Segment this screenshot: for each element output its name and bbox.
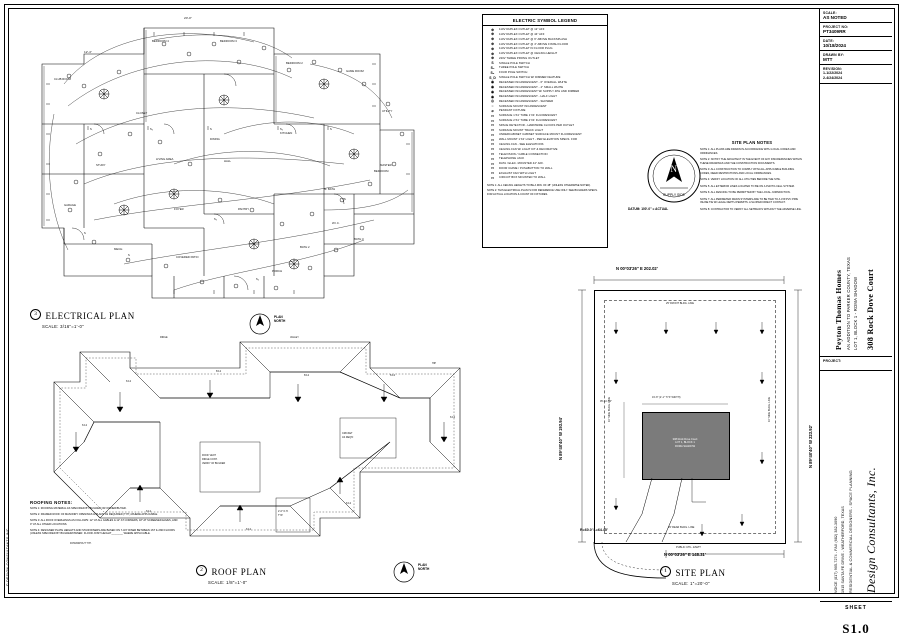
project-legal-2: AN ADDITION TO PARKER COUNTY, TEXAS [846, 256, 851, 350]
north-arrow-graphic [646, 148, 702, 204]
titleblock-address [820, 84, 892, 357]
project-legal-1: LOT 1, BLOCK 1 - ROMA SHADOW [853, 276, 858, 350]
svg-text:STUDY: STUDY [96, 163, 106, 167]
svg-text:6:12: 6:12 [126, 380, 132, 383]
svg-text:VERIFY W/ BUILDER: VERIFY W/ BUILDER [202, 462, 226, 465]
legend-row [486, 166, 604, 170]
site-plan-note: NOTE 4: VERIFY LOCATION OF ALL UTILITIES BEFORE THE SITE. [700, 178, 781, 181]
legend-symbol-icon: ◉ [491, 80, 494, 85]
legend-description: 110V DUPLEX OUTLET IN FLOOR PLUG [499, 47, 553, 51]
legend-symbol-icon: ⊕ [491, 56, 494, 61]
firm-name: Design Consultants, Inc. [864, 466, 878, 593]
legend-row [486, 42, 604, 46]
legend-symbol-icon: ⊕ [491, 37, 494, 42]
svg-text:GAME ROOM: GAME ROOM [346, 69, 364, 73]
legend-description: SURFACE 1'X4' TUBE 1'X4' FLUORESCENT [499, 114, 558, 118]
svg-text:6:12: 6:12 [450, 416, 456, 419]
svg-text:PORCH: PORCH [272, 269, 283, 273]
detail-number-site: 1 [660, 566, 671, 577]
legend-row [486, 128, 604, 132]
legend-description: RECESSED INCANDESCENT - 6" OVERALL WHITE [499, 80, 567, 84]
site-plan-note: NOTE 8: CONTRACTOR TO VERIFY ALL SETBACKS WITHOUT THE ADVERSE LIFE. [700, 207, 802, 211]
legend-row [486, 157, 604, 161]
svg-text:AS REQ'D: AS REQ'D [342, 436, 354, 439]
legend-description: WALL MOUNT 1'X4' LIGHT - PER ELEVATION SPECS. FOR [499, 138, 578, 142]
copyright-notice [6, 386, 20, 586]
legend-description: SINGLE POLE SWITCH [499, 61, 530, 65]
legend-description: 110V DUPLEX OUTLET @ 44" AFF [499, 32, 545, 36]
legend-row [486, 61, 604, 65]
legend-row [486, 71, 604, 75]
legend-symbol-icon: ▭ [490, 118, 495, 123]
site-plan-note: NOTE 2: NOTIFY THE ARCHITECT IN THE EVENT OF ANY DISCREPANCIES WITHIN THESE DRAWINGS AND THE CONSTRUCTION DOCUMENTS. [700, 158, 802, 165]
roofing-note: NOTE 4: DESIGNER PLATE HEIGHTS AND STAIR RISERS ARE BASED ON 7-3/4" RISER BETWEEN 1ST & 2ND FLOORS (UNLESS SPECIFIED BY BUILDER/OWNER. FLOOR JOIST HEIGHT________ WHERE APPLICABLE. [30, 528, 175, 535]
legend-symbol-icon: ▭ [490, 175, 495, 180]
legend-symbol-icon: ▭ [490, 152, 495, 156]
svg-text:10' SIDE BLDG. LINE: 10' SIDE BLDG. LINE [768, 396, 771, 422]
legend-description: 220V THREE PRONG OUTLET [499, 56, 540, 60]
legend-description: SURFACE MOUNT INCANDESCENT [499, 104, 547, 108]
roofing-notes [30, 500, 180, 538]
legend-row [486, 28, 604, 32]
svg-text:ROOF VENT: ROOF VENT [202, 454, 216, 457]
legend-description: 110V DUPLEX OUTLET @ 4" ABOVE FINISH FLOOR [499, 42, 569, 46]
legend-row [486, 90, 604, 94]
legend-description: RECESSED INCANDESCENT W/ SUPPLY 4PH AND DIMMER [499, 90, 580, 94]
site-dim-left-small: 95'-10 3/4" [600, 400, 612, 403]
electric-symbol-legend [482, 14, 608, 248]
svg-text:25' FRONT BLDG. LINE: 25' FRONT BLDG. LINE [666, 302, 694, 305]
svg-text:8:12: 8:12 [216, 370, 222, 373]
legend-row [486, 80, 604, 84]
legend-description: FOUR POLE SWITCH [499, 71, 528, 75]
svg-text:MECH.: MECH. [114, 247, 124, 251]
legend-symbol-icon: ▭ [490, 137, 495, 142]
legend-description: EXHAUST FAN WITH LIGHT [499, 171, 537, 175]
legend-symbol-icon: ▭ [490, 171, 495, 176]
site-dim-bottom: N 00°03'26" E 148.31' [664, 552, 706, 557]
legend-description: 110V DUPLEX OUTLET @ CEILING HEIGHT [499, 52, 558, 56]
legend-description: CEILING FAN W/ LIGHT KIT & DECORATIVE [499, 147, 558, 151]
svg-text:BATH 2: BATH 2 [300, 245, 310, 249]
legend-row [486, 123, 604, 127]
legend-row [486, 51, 604, 55]
site-plan-note: NOTE 5: ALL EXTERIOR LINES LOCATED TO BE ON A PHOTO-CELL SYSTEM. [700, 184, 795, 188]
legend-description: THREE POLE SWITCH [499, 66, 530, 70]
plan-north-arrow-roof [392, 560, 416, 584]
house-footprint-label: 308 Rock Dove Court LOT 1, BLOCK 1 ROMA SHADOW [672, 438, 698, 448]
titleblock-scale: SCALE: AS NOTED [820, 9, 892, 23]
site-dim-curve: R=60.0' L=64.45' [580, 528, 608, 532]
legend-description: 110V DUPLEX OUTLET @ 12" AFF [499, 28, 545, 32]
legend-symbol-icon: ⊕ [491, 27, 494, 32]
legend-row [486, 94, 604, 98]
svg-text:CRICKET: CRICKET [342, 432, 353, 435]
svg-text:S: S [210, 128, 212, 131]
legend-description: CIRCUIT BOX MOUNTED TO WALL [499, 176, 546, 180]
site-dim-right: N 89°40'40" W 223.92' [808, 425, 813, 468]
legend-symbol-icon: ◉ [491, 85, 494, 90]
svg-text:S: S [90, 128, 92, 131]
svg-text:HIP: HIP [432, 362, 436, 365]
legend-symbol-icon: S₄ [490, 70, 495, 75]
svg-text:RIDGE: RIDGE [160, 336, 168, 339]
titleblock-date: DATE: 10/18/2024 [820, 37, 892, 51]
roofing-note: NOTE 1: ROOFING MATERIAL AS SPECIFIED BY BUILDER OR OWNER/BUYER. [30, 507, 127, 510]
legend-row [486, 56, 604, 60]
legend-description: SINGLE POLE SWITCH W/ DIMMER FEATURE [499, 76, 561, 79]
svg-text:TYP.: TYP. [278, 514, 284, 517]
svg-text:S: S [344, 198, 346, 201]
svg-text:BEDROOM 2: BEDROOM 2 [286, 61, 303, 65]
roofing-note: NOTE 2: FRAMED ROOF OF MASONRY OPENINGS & PLANS AS REQUIRED (TYP.) WHERE APPLICABLE. [30, 513, 158, 516]
site-plan-note: NOTE 1: ALL PLANS ARE DRAWN IN ACCORDANCE WITH LOCAL CODES AND ORDINANCES. [700, 148, 796, 155]
legend-description: RECESSED INCANDESCENT - 4" SMALL WHITE [499, 85, 564, 89]
svg-text:PANTRY: PANTRY [238, 207, 250, 211]
svg-text:6:12: 6:12 [346, 502, 352, 505]
svg-text:6:12: 6:12 [146, 510, 152, 513]
site-plan-label: SITE PLAN [675, 568, 726, 578]
site-plan-note: NOTE 3: ALL CONSTRUCTION TO COMPLY WITH ALL APPLICABLE BUILDING CODES, DEED RESTRICTIONS AND LOCAL ORDINANCES. [700, 168, 795, 175]
legend-symbol-icon: ○ [491, 104, 494, 109]
legend-symbol-icon: ⌀ [491, 108, 494, 113]
legend-row [486, 75, 604, 79]
roof-plan-title [196, 562, 267, 585]
svg-text:DOWNSPOUT TYP.: DOWNSPOUT TYP. [70, 542, 92, 545]
legend-symbol-icon: ▭ [490, 156, 495, 161]
roofing-notes-title: ROOFING NOTES: [30, 500, 73, 505]
legend-description: RECESSED INCANDESCENT - SHOWER [499, 99, 554, 103]
legend-row [486, 147, 604, 151]
legend-symbol-icon: ⊕ [491, 46, 494, 51]
project-address: 308 Rock Dove Court [866, 268, 875, 350]
sheet-word: SHEET [845, 604, 867, 611]
legend-row [486, 85, 604, 89]
titleblock-project-no: PROJECT NO: PT3409RR [820, 23, 892, 37]
svg-text:BATH 3: BATH 3 [354, 237, 364, 241]
site-dim-left: N 89°40'40" W 193.94' [558, 417, 563, 460]
legend-description: TELEVISION / CABLE CONNECTION [499, 152, 548, 156]
svg-text:10' SIDE BLDG. LINE: 10' SIDE BLDG. LINE [608, 396, 611, 422]
north-arrow-datum-caption: DATUM: 100'-0" = ACTUAL [628, 207, 669, 211]
svg-text:GARAGE: GARAGE [64, 203, 76, 207]
titleblock-revision: REVISION: 1-1/22/2024 2-4/24/2024 [820, 65, 892, 84]
svg-text:BEDROOM: BEDROOM [374, 169, 389, 173]
svg-text:MASTER: MASTER [380, 163, 392, 167]
svg-text:S: S [84, 232, 86, 235]
titleblock-drawn-by: DRAWN BY: MTT [820, 51, 892, 65]
svg-text:LIVING AREA: LIVING AREA [156, 157, 174, 161]
legend-symbol-icon: ◎ [491, 99, 494, 104]
svg-text:N: N [670, 164, 677, 174]
svg-text:CLOSET: CLOSET [136, 111, 148, 115]
legend-row [486, 47, 604, 51]
svg-text:SUPPLY SIDE: SUPPLY SIDE [663, 193, 685, 197]
site-plan-note: NOTE 6: ALL FENCING TO BE PERMITTED BY THE LOCAL JURISDICTION. [700, 191, 791, 194]
svg-text:S: S [128, 254, 130, 257]
legend-title: ELECTRIC SYMBOL LEGEND [483, 15, 607, 26]
client-name: Peyton Thomas Homes [834, 269, 843, 350]
svg-text:BEDROOM 3: BEDROOM 3 [220, 39, 237, 43]
copyright-text: © DESIGN CONSULTANTS INC. [6, 527, 10, 586]
detail-number-roof: 2 [196, 565, 207, 576]
svg-text:S₃: S₃ [280, 128, 283, 131]
svg-text:PUBLIC UTIL. ESM'T: PUBLIC UTIL. ESM'T [676, 546, 701, 549]
legend-row [486, 109, 604, 113]
svg-text:S₃: S₃ [150, 128, 153, 131]
svg-text:M. BATH: M. BATH [324, 187, 336, 191]
svg-text:S: S [330, 128, 332, 131]
roof-plan-scale: SCALE: 1/8"=1'-0" [208, 580, 248, 585]
legend-row [486, 32, 604, 36]
site-plan-notes [700, 140, 804, 214]
svg-text:KITCHEN: KITCHEN [280, 131, 293, 135]
legend-symbol-icon: S₃ [490, 65, 495, 70]
svg-text:6:12: 6:12 [82, 424, 88, 427]
firm-phone: VOICE (817) 905-7274 - FAX (682) 382-3090 [834, 516, 838, 593]
roofing-note: NOTE 3: ALL ROOF OVERHANGS AS FOLLOWS: 12" AT ALL GABLES & 12" AT CORNERS, 18" AT SCREENED EAVES, AND 0" AT ALL OTHER LOCATIONS. [30, 519, 178, 526]
legend-description: DOOR CHIME / PUSHBUTTON TO WALL [499, 166, 553, 170]
legend-row [486, 66, 604, 70]
svg-text:6:12: 6:12 [246, 528, 252, 531]
site-plan-scale: SCALE: 1"=20'-0" [672, 581, 710, 586]
legend-note: NOTE 2: THIS ELECTRICAL PLAN IS FOR REFERENCE USE ONLY. SEE BUILDERS SPECS. FOR ACTUAL LOCATION & COUNT OF FIXTURES. [487, 189, 598, 196]
site-plan-title [660, 563, 726, 586]
svg-text:S₃: S₃ [214, 218, 217, 221]
legend-symbol-icon: ◉ [491, 94, 494, 99]
svg-text:8:12: 8:12 [304, 374, 310, 377]
plan-north-caption-roof: PLAN NORTH [418, 563, 430, 571]
legend-symbol-icon: ⊕ [491, 32, 494, 37]
svg-text:VALLEY: VALLEY [290, 336, 299, 339]
legend-row [486, 104, 604, 108]
svg-text:BEDROOM 4: BEDROOM 4 [152, 39, 169, 43]
legend-description: 110V DUPLEX OUTLET @ 6" ABOVE BACKSPLASH [499, 37, 568, 41]
legend-description: PENDANT FIXTURE [499, 109, 526, 113]
legend-symbol-icon: ▭ [490, 113, 495, 118]
electrical-plan-label: ELECTRICAL PLAN [45, 311, 135, 321]
legend-description: UNDERCABINET CABINET SURFACE MOUNT FLUORESCENT [499, 133, 582, 137]
legend-description: DATA / ELEC. MOUNTED 44" AFF. [499, 162, 544, 166]
svg-text:25' REAR BLDG. LINE: 25' REAR BLDG. LINE [668, 526, 695, 529]
legend-symbol-icon: S_D [489, 75, 496, 80]
legend-symbol-icon: ⊕ [491, 51, 494, 56]
legend-symbol-icon: ▭ [490, 161, 495, 166]
svg-text:HALL: HALL [224, 159, 231, 163]
legend-row [486, 137, 604, 141]
legend-notes [483, 181, 607, 197]
svg-text:COVERED PATIO: COVERED PATIO [176, 255, 199, 259]
legend-description: SURFACE 2'X4' TUBE 2'X4' FLUORESCENT [499, 119, 558, 123]
svg-text:S₄: S₄ [256, 278, 259, 281]
legend-description: SPACE DETECTOR - HARDWIRE CLOCKS PER OUTLET [499, 123, 575, 127]
site-plan [556, 252, 828, 582]
electrical-plan-drawing [24, 14, 464, 314]
legend-symbol-icon: S [491, 61, 494, 66]
legend-symbol-icon: ▭ [490, 142, 495, 147]
legend-description: SURFACE MOUNT TRACK LIGHT [499, 128, 544, 132]
legend-row [486, 114, 604, 118]
legend-symbol-icon: ▭ [490, 128, 495, 133]
legend-row [486, 161, 604, 165]
legend-row [486, 133, 604, 137]
legend-symbol-icon: ▭ [490, 147, 495, 152]
electrical-plan-scale: SCALE: 3/16"=1'-0" [42, 324, 84, 329]
site-dim-top: N 00°03'26" E 202.02' [616, 266, 658, 271]
detail-number-electrical: 3 [30, 309, 41, 320]
titleblock-project-label: PROJECT: [820, 357, 892, 371]
svg-text:FOYER: FOYER [174, 207, 184, 211]
legend-description: TELEPHONE JACK [499, 157, 525, 161]
svg-text:UTILITY: UTILITY [382, 109, 393, 113]
legend-symbol-icon: ▭ [490, 132, 495, 137]
svg-text:W.I.C.: W.I.C. [332, 221, 340, 225]
site-plan-note: NOTE 7: ALL PERIMETER DRAIN SYSTEMS ARE TO BE TIED TO A 4"Ø PVC PIPE INLINE TIE W/ LEGAL DEPTH PERMITS. A SLOPED DIRECT CONTACT. [700, 197, 799, 204]
legend-list [483, 26, 607, 181]
legend-row [486, 176, 604, 180]
site-plan-drawing [556, 252, 828, 582]
svg-text:2'-0" O.H.: 2'-0" O.H. [278, 510, 289, 513]
legend-description: CEILING FAN - SEE ELEVATIONS [499, 142, 544, 146]
legend-symbol-icon: ▭ [490, 166, 495, 171]
legend-note: NOTE 1: ALL CEILING HEIGHTS TO BE A MIN. OF 48" (UNLESS OTHERWISE NOTED). [487, 183, 591, 187]
legend-description: RECESSED INCANDESCENT - HALF LIGHT [499, 95, 558, 99]
legend-row [486, 118, 604, 122]
legend-row [486, 99, 604, 103]
title-block [819, 9, 892, 636]
legend-row [486, 171, 604, 175]
legend-symbol-icon: ▭ [490, 123, 495, 128]
site-plan-notes-title: SITE PLAN NOTES [731, 140, 773, 145]
firm-address: 1915 SANTA FE DRIVE - WEATHERFORD, TEXAS [841, 505, 845, 593]
legend-symbol-icon: ⊕ [491, 42, 494, 47]
legend-symbol-icon: ◉ [491, 89, 494, 94]
roof-plan-label: ROOF PLAN [211, 567, 267, 577]
svg-text:RIDGE CONT.: RIDGE CONT. [202, 458, 218, 461]
titleblock-sheet [820, 602, 892, 640]
svg-text:6:12: 6:12 [390, 374, 396, 377]
svg-text:DINING: DINING [210, 137, 220, 141]
electrical-plan: S S₃ S S₃ S S S₃ S S₄ S CLUB ROOM BEDROOM 4 BEDROOM 3 BEDROOM 2 GAME ROOM UTILITY MASTER BEDROOM M. BATH KITCHEN DINING LIVING AREA STUDY GARAGE FOYER PANTRY COVERED PATIO PORCH W.I.C. MECH. HALL BATH 2 BATH 3 CLOSET 20'-0" 12'-4" [24, 14, 464, 310]
firm-tagline: RESIDENTIAL & COMMERCIAL DESIGNERS - SPACE PLANNING [848, 469, 853, 593]
sheet-number: S1.0 [842, 620, 870, 636]
site-dim-top-small: 19'-8" (2'-1" TYP. WIDTH) [652, 396, 681, 399]
svg-text:CLUB ROOM: CLUB ROOM [54, 77, 71, 81]
legend-row [486, 37, 604, 41]
titleblock-firm [820, 371, 892, 602]
legend-row [486, 142, 604, 146]
legend-row [486, 152, 604, 156]
plan-north-caption-electrical: PLAN NORTH [274, 315, 286, 323]
